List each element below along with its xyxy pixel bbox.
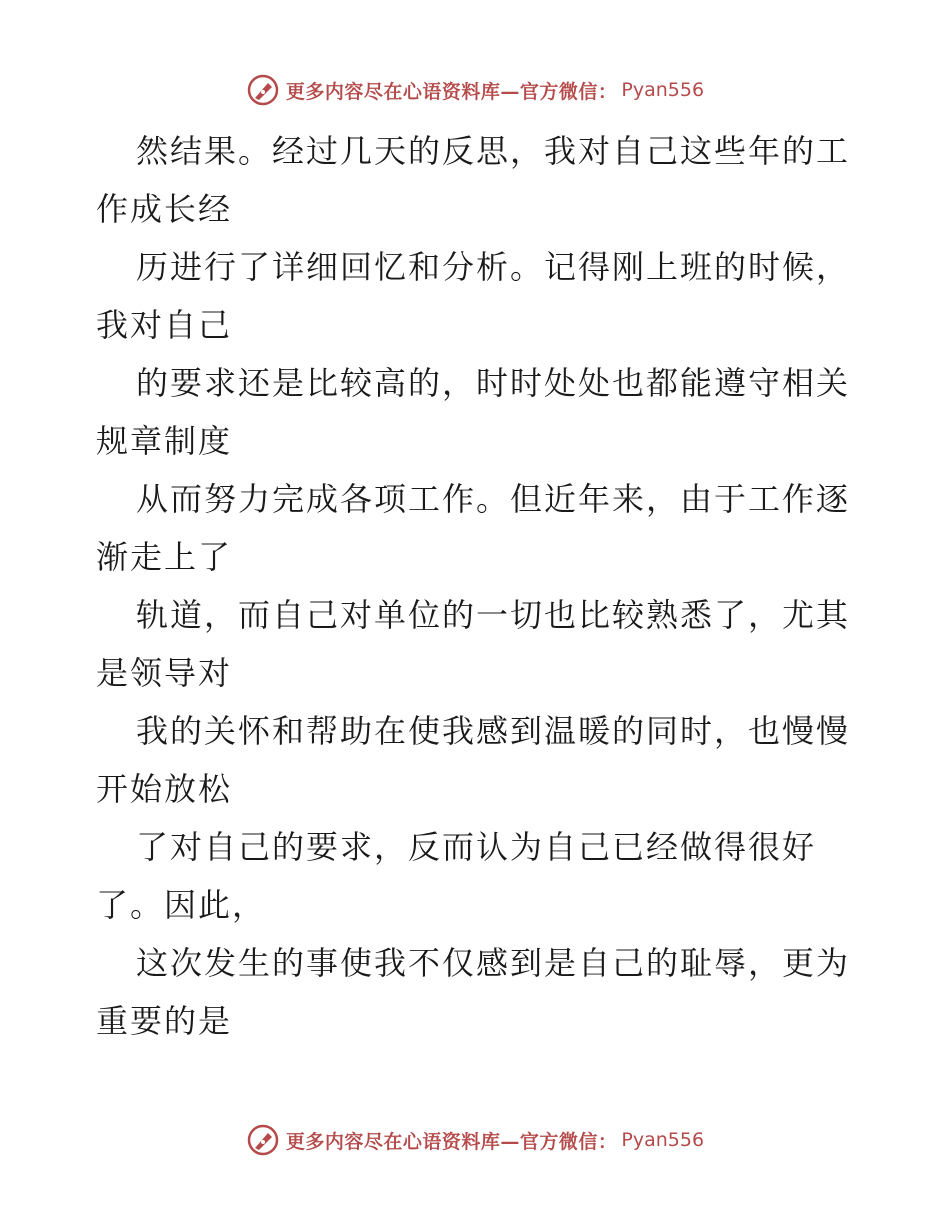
footer-wechat-id: Pyan556 (621, 1129, 705, 1151)
text-line: 了。因此， (96, 886, 267, 924)
text-line: 作成长经 (96, 190, 233, 228)
footer-banner (0, 1120, 950, 1160)
text-line: 重要的是 (96, 1002, 233, 1040)
text-line: 开始放松 (96, 770, 233, 808)
footer-site-text: 更多内容尽在心语资料库—官方微信： (285, 1130, 618, 1153)
text-line: 轨道，而自己对单位的一切也比较熟悉了，尤其 (136, 596, 851, 634)
header-site-text: 更多内容尽在心语资料库—官方微信： (285, 80, 618, 103)
text-line: 从而努力完成各项工作。但近年来，由于工作逐 (136, 480, 851, 518)
pen-nib-logo-icon (246, 73, 280, 107)
text-line: 规章制度 (96, 422, 233, 460)
text-line: 的要求还是比较高的，时时处处也都能遵守相关 (136, 364, 851, 402)
text-line: 这次发生的事使我不仅感到是自己的耻辱，更为 (136, 944, 851, 982)
pen-nib-logo-icon (246, 1123, 280, 1157)
text-line: 是领导对 (96, 654, 233, 692)
text-line: 渐走上了 (96, 538, 233, 576)
text-line: 我对自己 (96, 306, 233, 344)
text-line: 然结果。经过几天的反思，我对自己这些年的工 (136, 132, 851, 170)
header-wechat-id: Pyan556 (621, 79, 705, 101)
text-line: 我的关怀和帮助在使我感到温暖的同时，也慢慢 (136, 712, 851, 750)
document-body (96, 122, 876, 1050)
text-line: 历进行了详细回忆和分析。记得刚上班的时候， (136, 248, 851, 286)
header-banner (0, 70, 950, 110)
text-line: 了对自己的要求，反而认为自己已经做得很好 (136, 828, 817, 866)
